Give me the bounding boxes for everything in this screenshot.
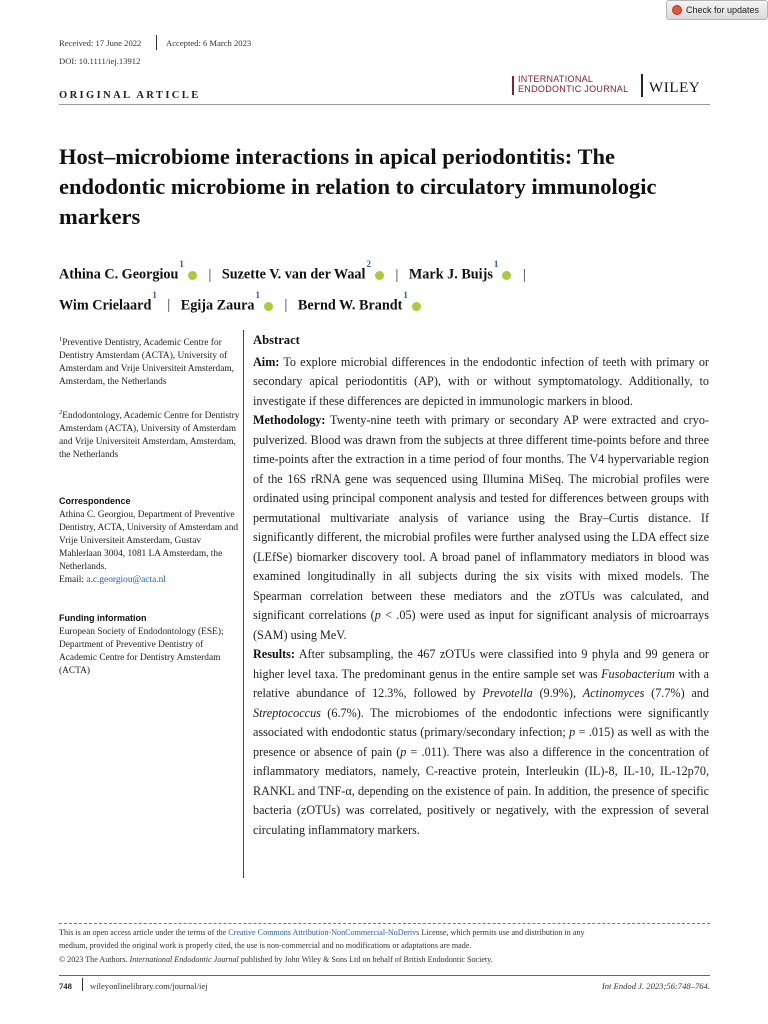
journal-logo bbox=[512, 74, 712, 100]
abstract-heading: Abstract bbox=[253, 333, 300, 347]
page-separator bbox=[82, 978, 83, 991]
affiliation-marker[interactable]: 1 bbox=[403, 289, 408, 300]
author-line-2 bbox=[59, 288, 719, 319]
affiliation-text: Endodontology, Academic Centre for Dentistry Amsterdam (ACTA), University of Amsterdam and Vrije Universiteit Amsterdam, Amsterdam, the Netherlands bbox=[59, 411, 240, 461]
affiliation-marker[interactable]: 2 bbox=[366, 259, 371, 269]
aim-text: To explore microbial differences in the endodontic infection of teeth with primary or secondary apical periodontitis (AP), with or without symptomatology. Additionally, to investigate if these differences are depicted in immunologic markers in blood. bbox=[253, 354, 709, 408]
page-number: 748 bbox=[59, 981, 72, 991]
affiliation-number: 2 bbox=[59, 409, 63, 416]
copyright-line bbox=[59, 955, 493, 964]
author-separator: | bbox=[167, 297, 171, 314]
abstract-results bbox=[253, 645, 709, 840]
license-text: This is an open access article under the terms of the bbox=[59, 928, 229, 937]
author-separator: | bbox=[395, 266, 399, 283]
author-name[interactable]: Wim Crielaard bbox=[59, 297, 152, 314]
article-type: ORIGINAL ARTICLE bbox=[59, 90, 201, 101]
author-name[interactable]: Suzette V. van der Waal bbox=[221, 266, 366, 283]
license-line-1 bbox=[59, 928, 585, 937]
affiliation-marker[interactable]: 1 bbox=[493, 259, 499, 269]
methodology-label: Methodology: bbox=[253, 413, 326, 427]
publisher-logo: WILEY bbox=[649, 80, 701, 96]
correspondence-address: Athina C. Georgiou, Department of Preventive Dentistry, ACTA, University of Amsterdam and Vrije Universiteit Amsterdam, Gustav Mahlerlaan 3004, 1081 LA Amsterdam, the Netherlands. bbox=[59, 510, 239, 572]
copyright-text: © 2023 The Authors. bbox=[59, 955, 130, 964]
email-label: Email: bbox=[59, 575, 87, 585]
article-title: Host–microbiome interactions in apical periodontitis: The endodontic microbiome in relation to circulatory immunologic markers bbox=[59, 144, 657, 229]
author-name[interactable]: Bernd W. Brandt bbox=[297, 297, 403, 314]
orcid-icon[interactable] bbox=[412, 302, 421, 311]
journal-website[interactable]: wileyonlinelibrary.com/journal/iej bbox=[90, 981, 208, 991]
abstract-rule bbox=[243, 330, 244, 878]
results-text: = .015) as well as with the presence or absence of pain ( bbox=[253, 725, 709, 759]
affiliation-marker[interactable]: 1 bbox=[179, 259, 184, 269]
correspondence-text bbox=[59, 509, 241, 587]
results-text: with a relative abundance of 12.3%, followed by bbox=[253, 666, 709, 700]
author-list bbox=[59, 257, 719, 318]
author-line-1 bbox=[59, 257, 719, 288]
funding-text: European Society of Endodontology (ESE); Department of Preventive Dentistry of Academic Centre for Dentistry Amsterdam (ACTA) bbox=[59, 627, 224, 676]
p-symbol: p bbox=[569, 725, 576, 739]
logo-separator bbox=[641, 74, 643, 97]
author-separator: | bbox=[522, 266, 526, 283]
affiliation-marker[interactable]: 1 bbox=[152, 289, 157, 300]
genus-name: Prevotella bbox=[482, 686, 533, 700]
footnote-divider bbox=[59, 923, 710, 924]
affiliation-2 bbox=[59, 406, 241, 462]
funding-heading: Funding information bbox=[59, 613, 147, 623]
orcid-icon[interactable] bbox=[375, 271, 384, 280]
author-name[interactable]: Athina C. Georgiou bbox=[59, 266, 179, 283]
date-separator bbox=[156, 35, 157, 50]
journal-logo-bar bbox=[512, 76, 514, 95]
citation-text: Int Endod J. 2023;56:748–764. bbox=[601, 981, 710, 991]
author-name[interactable]: Egija Zaura bbox=[180, 297, 255, 314]
check-for-updates-button[interactable] bbox=[666, 0, 768, 20]
doi: DOI: 10.1111/iej.13912 bbox=[59, 56, 141, 66]
genus-name: Actinomyces bbox=[582, 686, 645, 700]
check-updates-icon bbox=[672, 5, 682, 15]
aim-label: Aim: bbox=[253, 354, 280, 369]
affiliation-1 bbox=[59, 333, 241, 389]
results-text: (7.7%) and bbox=[644, 686, 709, 700]
abstract-aim bbox=[253, 353, 709, 412]
citation bbox=[520, 981, 710, 991]
results-text: After subsampling, the 467 zOTUs were classified into 9 phyla and 99 genera or higher level taxa. The predominant genus in the entire sample set was bbox=[253, 647, 709, 681]
copyright-text: published by John Wiley & Sons Ltd on behalf of British Endodontic Society. bbox=[238, 955, 493, 964]
header-divider bbox=[59, 104, 710, 105]
orcid-icon[interactable] bbox=[264, 302, 273, 311]
abstract bbox=[253, 331, 709, 840]
creative-commons-link[interactable]: Creative Commons Attribution-NonCommercial-NoDerivs bbox=[228, 928, 420, 937]
license-text: License, which permits use and distribution in any bbox=[419, 928, 585, 937]
accepted-date: Accepted: 6 March 2023 bbox=[166, 38, 252, 48]
p-symbol: p bbox=[374, 608, 381, 622]
affiliation-number: 1 bbox=[59, 336, 63, 343]
methodology-text: Twenty-nine teeth with primary or secondary AP were extracted and cryo-pulverized. Blood was drawn from the subjects at three different time-points before and three time-points after the extraction in a time period of four months. The V4 hypervariable region of the 16S rRNA gene was sequenced using Illumina MiSeq. The microbial profiles were ordinated using principal component analysis and tested for differences between groups with permutational multivariate analysis of variance using the Bray–Curtis distance. If significantly different, the microbial profiles were further analysed using the LDA effect size (LEfSe) biomarker discovery tool. A broad panel of inflammatory mediators in blood was examined longitudinally in all subjects during the six visits with mixed models. The Spearman correlation between these mediators and the zOTUs was calculated, and significant correlations ( bbox=[253, 413, 709, 622]
correspondence-heading: Correspondence bbox=[59, 496, 131, 506]
affiliation-text: Preventive Dentistry, Academic Centre for Dentistry Amsterdam (ACTA), University of Amsterdam and Vrije Universiteit Amsterdam, Amsterdam, the Netherlands bbox=[59, 338, 235, 388]
check-for-updates-label: Check for updates bbox=[686, 5, 760, 15]
results-text: (6.7%). The microbiomes of the endodontic infections were significantly associated with endodontic status (primary/secondary infection; bbox=[253, 705, 709, 739]
results-text: = .011). There was also a difference in the concentration of inflammatory mediators, namely, C-reactive protein, Interleukin (IL)-8, IL-10, IL-12p70, RANKL and TNF-α, depending on the existence of pain. In addition, the presence of specific bacteria (zOTUs) was correlated, positively or negatively, with the expression of several circulating inflammatory markers. bbox=[253, 744, 709, 837]
p-symbol: p bbox=[400, 744, 407, 759]
journal-logo-line1: INTERNATIONAL bbox=[518, 74, 594, 84]
footer-divider bbox=[59, 975, 710, 976]
methodology-text-end: < .05) were used as input for significant analysis of microarrays (SAM) using MeV. bbox=[253, 608, 709, 642]
affiliation-marker[interactable]: 1 bbox=[255, 289, 260, 300]
author-separator: | bbox=[284, 297, 288, 314]
journal-logo-line2: ENDODONTIC JOURNAL bbox=[518, 84, 629, 94]
genus-name: Fusobacterium bbox=[601, 666, 675, 681]
genus-name: Streptococcus bbox=[253, 705, 321, 720]
journal-name: International Endodontic Journal bbox=[129, 955, 239, 964]
results-text: (9.9%), bbox=[532, 686, 583, 700]
abstract-methodology bbox=[253, 411, 709, 645]
license-line-2: medium, provided the original work is properly cited, the use is non-commercial and no modifications or adaptations are made. bbox=[59, 941, 472, 950]
orcid-icon[interactable] bbox=[188, 271, 197, 280]
author-separator: | bbox=[208, 266, 212, 283]
orcid-icon[interactable] bbox=[502, 271, 511, 280]
author-name[interactable]: Mark J. Buijs bbox=[408, 266, 493, 283]
received-date: Received: 17 June 2022 bbox=[59, 38, 142, 48]
results-label: Results: bbox=[253, 647, 295, 661]
correspondence-email-link[interactable]: a.c.georgiou@acta.nl bbox=[86, 575, 166, 585]
